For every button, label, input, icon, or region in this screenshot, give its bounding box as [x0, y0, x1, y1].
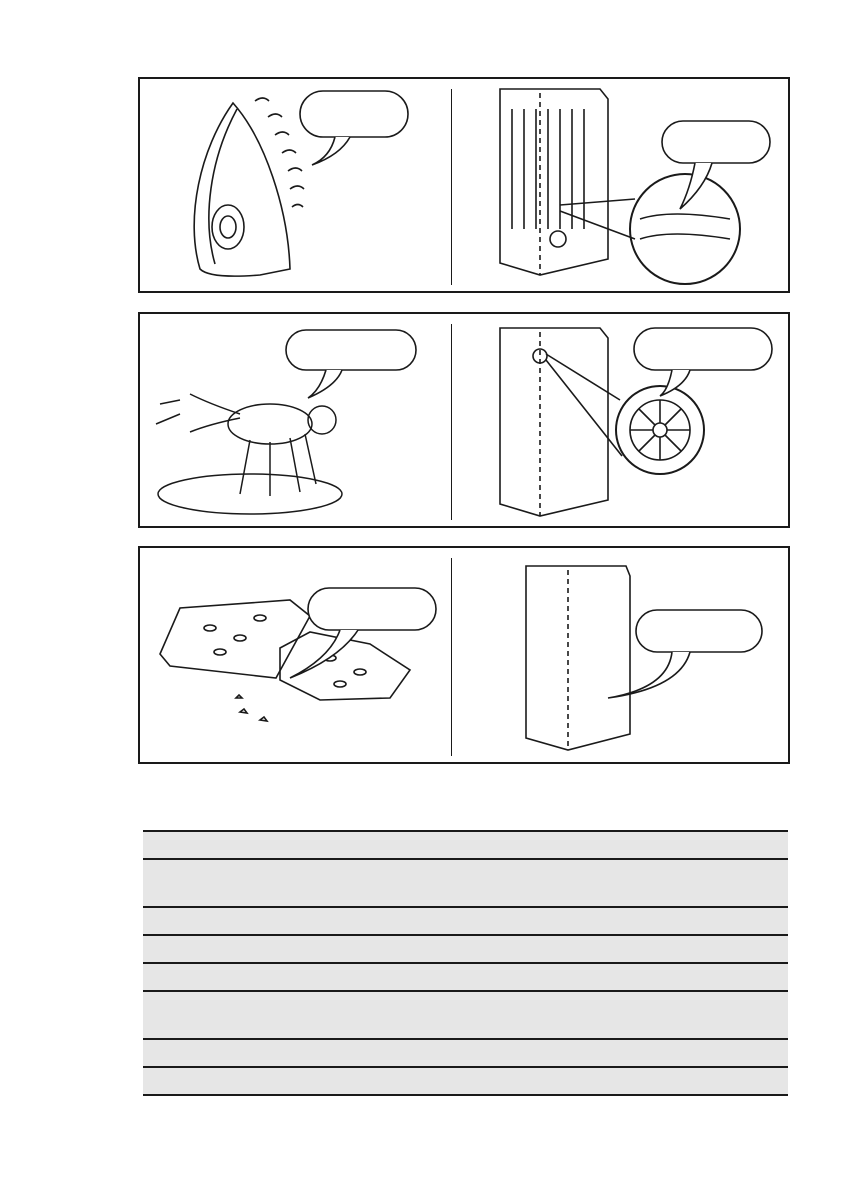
table-row — [143, 859, 788, 907]
table-cell — [466, 963, 789, 991]
speech-bubble — [300, 91, 408, 165]
speech-bubble — [608, 610, 762, 698]
specification-table — [143, 830, 788, 1096]
iron-icon — [194, 98, 304, 276]
table-row — [143, 963, 788, 991]
table-row — [143, 1067, 788, 1095]
illustration-panel-3 — [138, 546, 790, 764]
table-cell — [466, 1067, 789, 1095]
table-cell — [143, 907, 466, 935]
table-cell — [466, 991, 789, 1039]
table-row — [143, 907, 788, 935]
table-row — [143, 1039, 788, 1067]
table-cell — [466, 935, 789, 963]
illustration-panel-2 — [138, 312, 790, 528]
table-cell — [143, 991, 466, 1039]
table-cell — [466, 859, 789, 907]
table-cell — [466, 907, 789, 935]
table-row — [143, 935, 788, 963]
speech-bubble — [286, 330, 416, 398]
speech-bubble — [662, 121, 770, 209]
panel-3-drawings — [140, 548, 792, 766]
fridge-cabinet-icon — [526, 566, 630, 750]
table-cell — [466, 1039, 789, 1067]
panel-1-drawings — [140, 79, 792, 295]
table-cell — [143, 831, 466, 859]
table-cell — [143, 1067, 466, 1095]
table-cell — [143, 935, 466, 963]
table-cell — [143, 963, 466, 991]
fly-icon — [156, 394, 342, 514]
table-row — [143, 831, 788, 859]
illustration-panel-1 — [138, 77, 790, 293]
table-cell — [466, 831, 789, 859]
table-row — [143, 991, 788, 1039]
table-cell — [143, 1039, 466, 1067]
panel-2-drawings — [140, 314, 792, 530]
fridge-rear-icon — [500, 89, 740, 284]
table-cell — [143, 859, 466, 907]
